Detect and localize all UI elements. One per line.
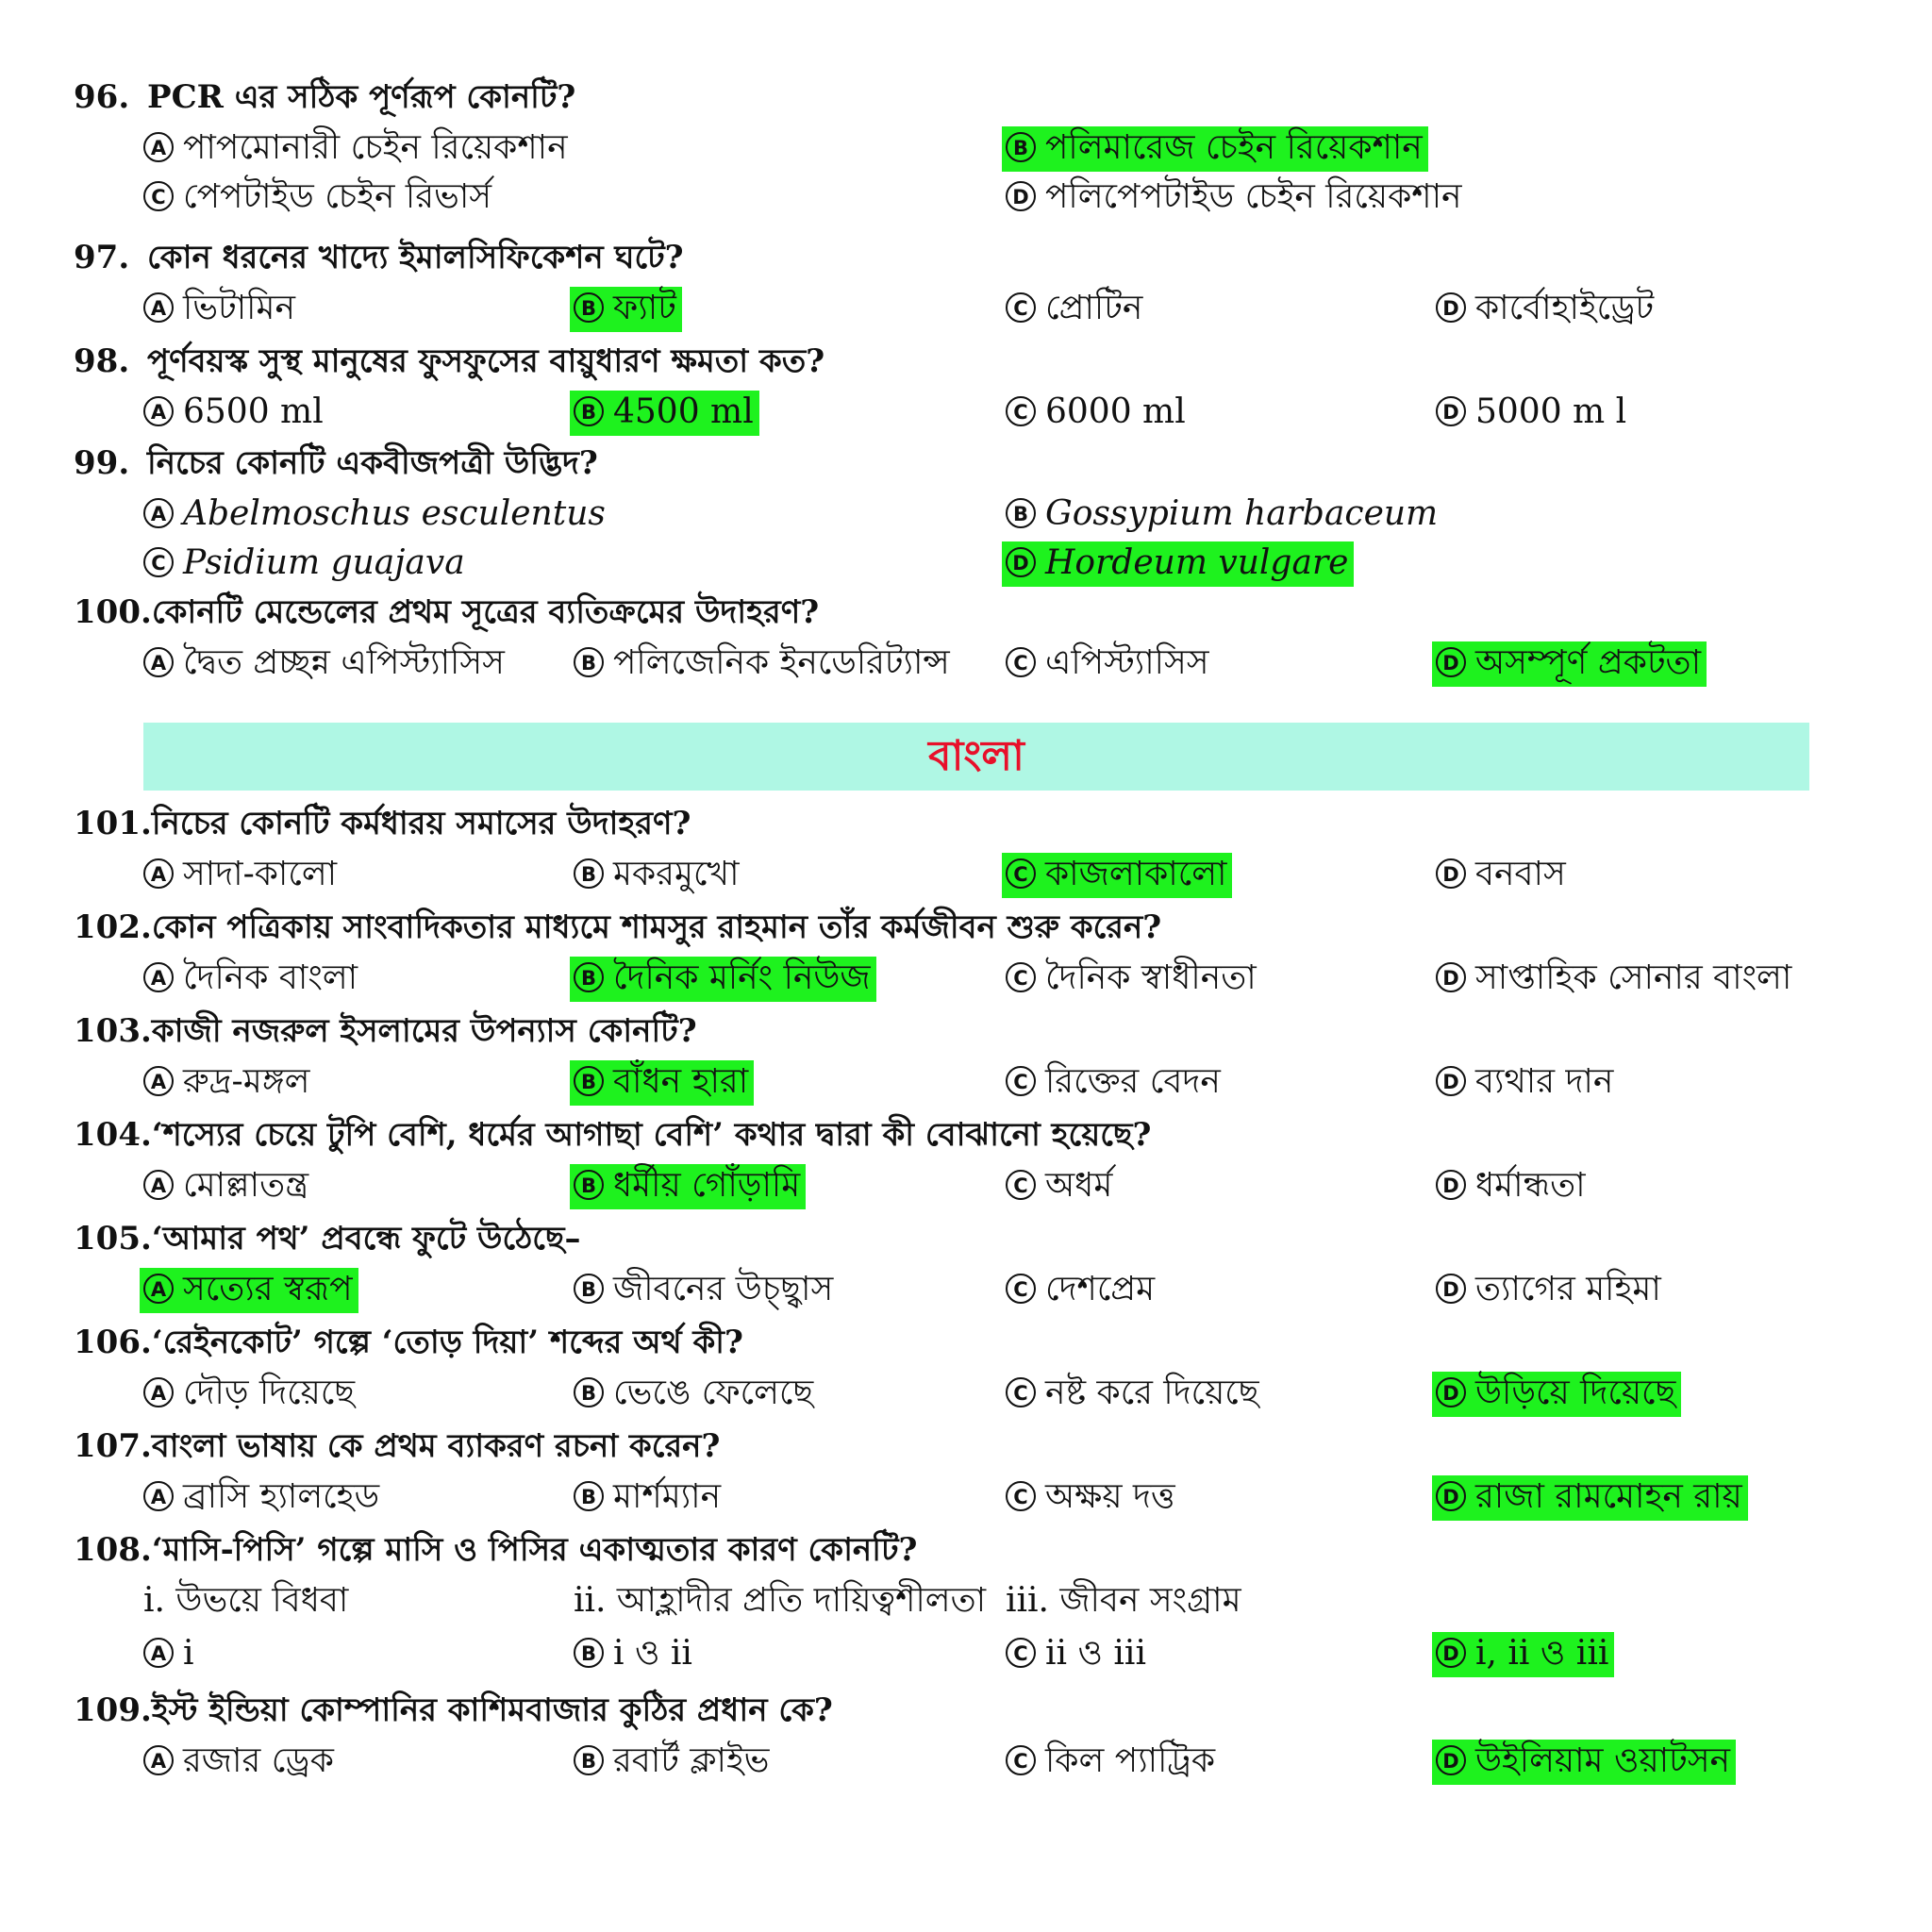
question-row	[74, 802, 1838, 845]
option-text: দৌড় দিয়েছে	[183, 1374, 356, 1412]
option-text: ধর্মীয় গোঁড়ামি	[613, 1166, 801, 1205]
option-c[interactable]	[1002, 853, 1232, 898]
option-letter-icon: B	[574, 1481, 604, 1511]
option-letter-icon: D	[1436, 1377, 1466, 1407]
option-b[interactable]	[570, 287, 682, 332]
option-text: Abelmoschus esculentus	[183, 494, 606, 533]
option-text: পলিপেপটাইড চেইন রিয়েকশান	[1045, 177, 1462, 216]
option-text: 5000 m l	[1475, 392, 1627, 431]
option-text: ii ও iii	[1045, 1634, 1146, 1673]
option-text: দেশপ্রেম	[1045, 1270, 1156, 1308]
question-number: 97.	[74, 239, 130, 276]
option-text: দ্বৈত প্রচ্ছন্ন এপিস্ট্যাসিস	[183, 643, 505, 682]
option-letter-icon: D	[1436, 396, 1466, 426]
question-row	[74, 1217, 1838, 1260]
statement-1: i. উভয়ে বিধবা	[143, 1581, 349, 1620]
option-c[interactable]	[1002, 1372, 1265, 1417]
option-letter-icon: A	[143, 1377, 174, 1407]
question-row	[74, 1009, 1838, 1053]
option-letter-icon: D	[1436, 292, 1466, 323]
option-letter-icon: D	[1436, 858, 1466, 889]
option-text: রবার্ট ক্লাইভ	[613, 1741, 770, 1780]
question-number: 99.	[74, 444, 130, 482]
option-text: ভেঙে ফেলেছে	[613, 1374, 814, 1412]
question-text: PCR এর সঠিক পূর্ণরূপ কোনটি?	[147, 78, 576, 116]
option-d[interactable]	[1432, 853, 1572, 898]
option-text: Gossypium harbaceum	[1045, 494, 1439, 533]
option-letter-icon: D	[1436, 962, 1466, 992]
option-letter-icon: B	[574, 1745, 604, 1775]
question-text: কোনটি মেন্ডেলের প্রথম সূত্রের ব্যতিক্রমের উদাহরণ?	[151, 593, 820, 631]
question-number: 109.	[74, 1691, 152, 1729]
option-c[interactable]	[1002, 1164, 1118, 1209]
question-text: বাংলা ভাষায় কে প্রথম ব্যাকরণ রচনা করেন?	[151, 1427, 721, 1465]
option-letter-icon: B	[574, 1377, 604, 1407]
option-b[interactable]	[570, 957, 876, 1002]
option-text: দৈনিক স্বাধীনতা	[1045, 958, 1257, 997]
option-d[interactable]	[1432, 1475, 1748, 1521]
statement-3: iii. জীবন সংগ্রাম	[1006, 1581, 1241, 1620]
question-text: নিচের কোনটি কর্মধারয় সমাসের উদাহরণ?	[151, 805, 691, 842]
option-letter-icon: D	[1006, 181, 1036, 211]
option-d[interactable]	[1432, 1268, 1667, 1313]
option-text: উড়িয়ে দিয়েছে	[1475, 1374, 1676, 1412]
option-letter-icon: B	[574, 962, 604, 992]
option-text: এপিস্ট্যাসিস	[1045, 643, 1209, 682]
option-letter-icon: D	[1436, 1274, 1466, 1304]
question-number: 100.	[74, 593, 152, 631]
question-row	[74, 1321, 1838, 1364]
option-a[interactable]	[140, 1475, 385, 1521]
question-text: কোন পত্রিকায় সাংবাদিকতার মাধ্যমে শামসুর রাহমান তাঁর কর্মজীবন শুরু করেন?	[151, 908, 1162, 946]
option-c[interactable]	[1002, 1268, 1160, 1313]
option-letter-icon: D	[1436, 1745, 1466, 1775]
option-text: কাজলাকালো	[1045, 855, 1227, 893]
option-a[interactable]	[140, 1060, 315, 1106]
option-d[interactable]	[1432, 957, 1797, 1002]
option-text: পেপটাইড চেইন রিভার্স	[183, 177, 492, 216]
option-text: অধর্ম	[1045, 1166, 1113, 1205]
option-text: দৈনিক বাংলা	[183, 958, 358, 997]
option-letter-icon: B	[574, 292, 604, 323]
question-row	[74, 340, 1838, 383]
option-d[interactable]	[1002, 541, 1354, 587]
option-a[interactable]	[140, 641, 510, 687]
option-letter-icon: A	[143, 292, 174, 323]
question-text: ‘শস্যের চেয়ে টুপি বেশি, ধর্মের আগাছা বেশি’ কথার দ্বারা কী বোঝানো হয়েছে?	[151, 1116, 1152, 1154]
question-number: 106.	[74, 1324, 152, 1361]
option-text: i	[183, 1634, 194, 1673]
question-text: কাজী নজরুল ইসলামের উপন্যাস কোনটি?	[151, 1012, 697, 1050]
question-text: ‘আমার পথ’ প্রবন্ধে ফুটে উঠেছে–	[151, 1220, 581, 1257]
question-text: কোন ধরনের খাদ্যে ইমালসিফিকেশন ঘটে?	[147, 239, 684, 276]
option-b[interactable]	[570, 1060, 754, 1106]
option-b[interactable]	[570, 1164, 806, 1209]
option-a[interactable]	[140, 1740, 340, 1785]
option-text: সাদা-কালো	[183, 855, 338, 893]
option-text: 6500 ml	[183, 392, 324, 431]
question-number: 98.	[74, 342, 130, 380]
option-a[interactable]	[140, 391, 329, 436]
option-letter-icon: A	[143, 1638, 174, 1668]
question-row	[74, 1528, 1838, 1572]
question-row	[74, 1113, 1838, 1157]
question-row	[74, 75, 1838, 119]
option-letter-icon: A	[143, 1274, 174, 1304]
option-text: পাপমোনারী চেইন রিয়েকশান	[183, 128, 568, 167]
option-text: বাঁধন হারা	[613, 1062, 749, 1101]
option-text: দৈনিক মর্নিং নিউজ	[613, 958, 871, 997]
option-d[interactable]	[1432, 1060, 1619, 1106]
option-letter-icon: D	[1436, 1481, 1466, 1511]
option-b[interactable]	[570, 1475, 726, 1521]
option-text: পলিমারেজ চেইন রিয়েকশান	[1045, 128, 1423, 167]
option-d[interactable]	[1432, 391, 1632, 436]
option-text: অক্ষয় দত্ত	[1045, 1477, 1175, 1516]
option-d[interactable]	[1002, 175, 1468, 221]
question-text: নিচের কোনটি একবীজপত্রী উদ্ভিদ?	[147, 444, 598, 482]
option-text: রুদ্র-মঙ্গল	[183, 1062, 310, 1101]
question-row	[74, 906, 1838, 949]
option-letter-icon: A	[143, 962, 174, 992]
option-text: 4500 ml	[613, 392, 754, 431]
option-d[interactable]	[1432, 1740, 1736, 1785]
option-letter-icon: A	[143, 396, 174, 426]
option-text: অসম্পূর্ণ প্রকটতা	[1475, 643, 1702, 682]
option-letter-icon: B	[1006, 132, 1036, 162]
option-text: সাপ্তাহিক সোনার বাংলা	[1475, 958, 1792, 997]
option-b[interactable]	[570, 1740, 775, 1785]
option-c[interactable]	[1002, 1740, 1221, 1785]
option-d[interactable]	[1432, 287, 1659, 332]
option-letter-icon: C	[1006, 1170, 1036, 1200]
option-letter-icon: C	[1006, 647, 1036, 677]
question-row	[74, 1424, 1838, 1468]
option-d[interactable]	[1432, 1632, 1614, 1677]
option-letter-icon: B	[574, 1170, 604, 1200]
option-letter-icon: C	[143, 547, 174, 577]
option-text: রিক্তের বেদন	[1045, 1062, 1221, 1101]
option-a[interactable]	[140, 492, 611, 538]
option-b[interactable]	[1002, 126, 1428, 172]
option-letter-icon: B	[574, 858, 604, 889]
question-text: ‘মাসি-পিসি’ গল্পে মাসি ও পিসির একাত্মতার কারণ কোনটি?	[151, 1531, 918, 1569]
question-number: 102.	[74, 908, 152, 946]
option-b[interactable]	[1002, 492, 1443, 538]
option-text: নষ্ট করে দিয়েছে	[1045, 1374, 1259, 1412]
option-text: i ও ii	[613, 1634, 692, 1673]
option-a[interactable]	[140, 126, 574, 172]
question-number: 107.	[74, 1427, 152, 1465]
option-text: বনবাস	[1475, 855, 1566, 893]
question-row	[74, 1689, 1838, 1732]
option-letter-icon: C	[1006, 1377, 1036, 1407]
option-text: ব্যথার দান	[1475, 1062, 1614, 1101]
option-letter-icon: B	[574, 1066, 604, 1096]
option-d[interactable]	[1432, 1372, 1681, 1417]
question-number: 103.	[74, 1012, 152, 1050]
option-letter-icon: B	[574, 647, 604, 677]
question-row	[74, 441, 1838, 485]
option-text: ব্রাসি হ্যালহেড	[183, 1477, 380, 1516]
question-number: 108.	[74, 1531, 152, 1569]
option-letter-icon: C	[1006, 396, 1036, 426]
option-letter-icon: B	[1006, 498, 1036, 528]
option-a[interactable]	[140, 853, 342, 898]
option-text: ত্যাগের মহিমা	[1475, 1270, 1661, 1308]
option-text: 6000 ml	[1045, 392, 1186, 431]
question-text: ‘রেইনকোট’ গল্পে ‘তোড় দিয়া’ শব্দের অর্থ কী?	[151, 1324, 743, 1361]
question-row	[74, 591, 1838, 634]
option-text: i, ii ও iii	[1475, 1634, 1609, 1673]
option-c[interactable]	[1002, 287, 1148, 332]
question-text: ইস্ট ইন্ডিয়া কোম্পানির কাশিমবাজার কুঠির প্রধান কে?	[151, 1691, 833, 1729]
option-a[interactable]	[140, 957, 363, 1002]
option-a[interactable]	[140, 1164, 314, 1209]
option-text: রাজা রামমোহন রায়	[1475, 1477, 1742, 1516]
option-c[interactable]	[140, 541, 471, 587]
option-c[interactable]	[1002, 391, 1191, 436]
option-b[interactable]	[570, 391, 759, 436]
option-a[interactable]	[140, 1268, 358, 1313]
option-letter-icon: C	[1006, 1274, 1036, 1304]
option-letter-icon: C	[1006, 962, 1036, 992]
option-letter-icon: A	[143, 647, 174, 677]
option-text: জীবনের উচ্ছ্বাস	[613, 1270, 834, 1308]
option-text: ধর্মান্ধতা	[1475, 1166, 1586, 1205]
option-letter-icon: D	[1436, 1066, 1466, 1096]
option-text: কার্বোহাইড্রেট	[1475, 289, 1655, 327]
question-number: 105.	[74, 1220, 152, 1257]
option-letter-icon: C	[1006, 1481, 1036, 1511]
option-text: প্রোটিন	[1045, 289, 1143, 327]
option-a[interactable]	[140, 287, 301, 332]
option-a[interactable]	[140, 1372, 360, 1417]
option-letter-icon: A	[143, 1066, 174, 1096]
option-letter-icon: C	[1006, 858, 1036, 889]
option-letter-icon: C	[1006, 292, 1036, 323]
option-letter-icon: A	[143, 858, 174, 889]
option-letter-icon: D	[1436, 647, 1466, 677]
option-text: মার্শম্যান	[613, 1477, 722, 1516]
question-row	[74, 236, 1838, 279]
option-c[interactable]	[1002, 641, 1215, 687]
option-b[interactable]	[570, 1372, 819, 1417]
section-header-bangla	[143, 723, 1809, 791]
option-c[interactable]	[1002, 1475, 1181, 1521]
option-text: ভিটামিন	[183, 289, 295, 327]
option-c[interactable]	[1002, 1632, 1152, 1677]
option-letter-icon: B	[574, 1638, 604, 1668]
question-number: 96.	[74, 78, 130, 116]
option-d[interactable]	[1432, 1164, 1591, 1209]
option-text: মোল্লাতন্ত্র	[183, 1166, 309, 1205]
option-letter-icon: C	[1006, 1066, 1036, 1096]
option-text: Psidium guajava	[183, 543, 465, 582]
option-letter-icon: C	[1006, 1745, 1036, 1775]
option-b[interactable]	[570, 853, 745, 898]
option-text: Hordeum vulgare	[1045, 543, 1349, 582]
option-d[interactable]	[1432, 641, 1707, 687]
option-letter-icon: C	[1006, 1638, 1036, 1668]
option-text: কিল প্যাট্রিক	[1045, 1741, 1216, 1780]
option-letter-icon: C	[143, 181, 174, 211]
option-b[interactable]	[570, 1268, 839, 1313]
section-title: বাংলা	[928, 732, 1024, 780]
statement-2: ii. আহ্লাদীর প্রতি দায়িত্বশীলতা	[574, 1581, 987, 1620]
option-c[interactable]	[1002, 1060, 1226, 1106]
question-number: 101.	[74, 805, 152, 842]
option-letter-icon: B	[574, 396, 604, 426]
option-text: মকরমুখো	[613, 855, 740, 893]
option-letter-icon: D	[1006, 547, 1036, 577]
option-text: পলিজেনিক ইনডেরিট্যান্স	[613, 643, 950, 682]
option-letter-icon: A	[143, 1170, 174, 1200]
option-text: উইলিয়াম ওয়াটসন	[1475, 1741, 1730, 1780]
option-letter-icon: B	[574, 1274, 604, 1304]
option-a[interactable]	[140, 1632, 200, 1677]
option-letter-icon: D	[1436, 1638, 1466, 1668]
option-text: ফ্যাট	[613, 289, 676, 327]
option-c[interactable]	[1002, 957, 1262, 1002]
option-c[interactable]	[140, 175, 497, 221]
option-text: রজার ড্রেক	[183, 1741, 334, 1780]
option-letter-icon: A	[143, 1481, 174, 1511]
option-letter-icon: A	[143, 498, 174, 528]
option-b[interactable]	[570, 641, 956, 687]
option-letter-icon: A	[143, 1745, 174, 1775]
question-number: 104.	[74, 1116, 152, 1154]
option-b[interactable]	[570, 1632, 698, 1677]
question-text: পূর্ণবয়স্ক সুস্থ মানুষের ফুসফুসের বায়ুধারণ ক্ষমতা কত?	[147, 342, 825, 380]
option-letter-icon: A	[143, 132, 174, 162]
option-letter-icon: D	[1436, 1170, 1466, 1200]
option-text: সত্যের স্বরূপ	[183, 1270, 353, 1308]
